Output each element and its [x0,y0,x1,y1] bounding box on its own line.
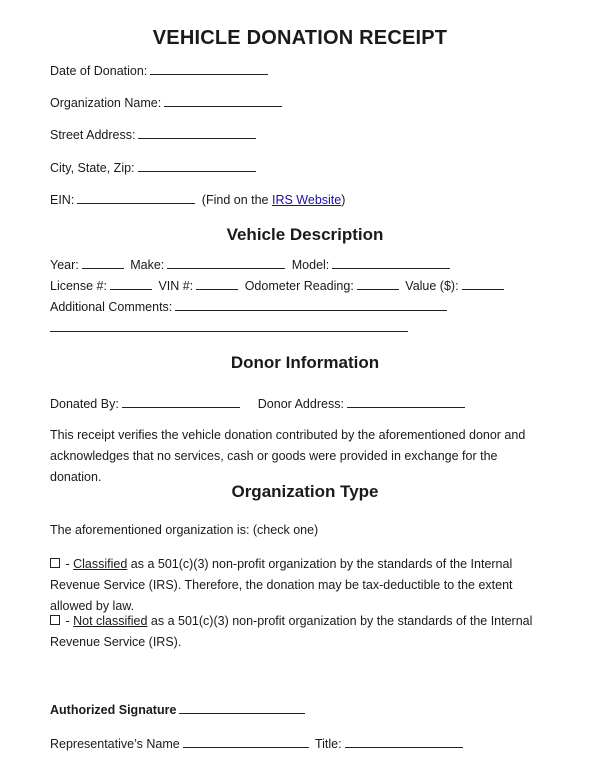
odometer-field[interactable] [357,277,399,290]
donor-information-heading: Donor Information [230,353,380,372]
date-of-donation-field[interactable] [150,62,268,75]
date-of-donation-label: Date of Donation: [50,64,148,78]
ein-row [50,191,345,207]
donor-row [50,395,468,411]
model-field[interactable] [332,256,450,269]
street-address-field[interactable] [138,126,256,139]
org-type-intro: The aforementioned organization is: (check one) [50,523,319,537]
license-label: License #: [50,279,107,293]
comments-row [50,298,450,314]
organization-name-label: Organization Name: [50,96,162,110]
ein-label: EIN: [50,193,75,207]
odometer-label: Odometer Reading: [244,279,354,293]
organization-type-heading: Organization Type [231,482,379,501]
representative-name-field[interactable] [183,735,309,748]
document-title: VEHICLE DONATION RECEIPT [152,27,448,49]
donated-by-field[interactable] [122,395,240,408]
model-label: Model: [291,258,330,272]
comments-continuation-line[interactable] [50,331,408,332]
option1-text: as a 501(c)(3) non-profit organization by the standards of the Internal Revenue Service (IRS). Therefore, the donation may be tax-deductible to the extent allowed by law. [50,557,513,613]
vehicle-description-heading: Vehicle Description [226,225,384,244]
authorized-signature-label: Authorized Signature [50,703,177,717]
option2-text: as a 501(c)(3) non-profit organization by the standards of the Internal Revenue Service (IRS). [50,614,533,649]
comments-field[interactable] [175,298,447,311]
date-of-donation-row [50,62,271,78]
city-state-zip-label: City, State, Zip: [50,161,135,175]
classified-checkbox[interactable] [50,558,60,568]
comments-label: Additional Comments: [50,300,173,314]
vin-label: VIN #: [158,279,194,293]
vehicle-row-2 [50,277,507,293]
city-state-zip-field[interactable] [138,159,256,172]
street-address-label: Street Address: [50,128,136,142]
option1-term: Classified [73,557,128,571]
city-state-zip-row [50,159,259,175]
value-field[interactable] [462,277,504,290]
vehicle-row-1 [50,256,453,272]
ein-hint-prefix: (Find on the [201,193,272,207]
authorized-signature-field[interactable] [179,701,305,714]
year-field[interactable] [82,256,124,269]
license-field[interactable] [110,277,152,290]
donation-statement: This receipt verifies the vehicle donation contributed by the aforementioned donor and acknowledges that no services, cash or goods were provided in exchange for the donation. [50,428,526,484]
option1-prefix: - [62,557,74,571]
option-classified [50,554,550,617]
make-label: Make: [130,258,165,272]
option2-prefix: - [62,614,74,628]
make-field[interactable] [167,256,285,269]
vin-field[interactable] [196,277,238,290]
ein-hint-suffix: ) [341,193,346,207]
representative-row [50,735,466,751]
organization-name-row [50,94,285,110]
value-label: Value ($): [405,279,459,293]
not-classified-checkbox[interactable] [50,615,60,625]
title-field[interactable] [345,735,463,748]
representative-name-label: Representative’s Name [50,737,180,751]
irs-website-link[interactable]: IRS Website [271,193,342,207]
title-label: Title: [314,737,342,751]
option2-term: Not classified [73,614,148,628]
donated-by-label: Donated By: [50,397,119,411]
authorized-signature-row [50,701,308,717]
donor-address-field[interactable] [347,395,465,408]
option-not-classified [50,611,550,653]
ein-field[interactable] [77,191,195,204]
street-address-row [50,126,259,142]
donor-address-label: Donor Address: [257,397,344,411]
year-label: Year: [50,258,79,272]
organization-name-field[interactable] [164,94,282,107]
